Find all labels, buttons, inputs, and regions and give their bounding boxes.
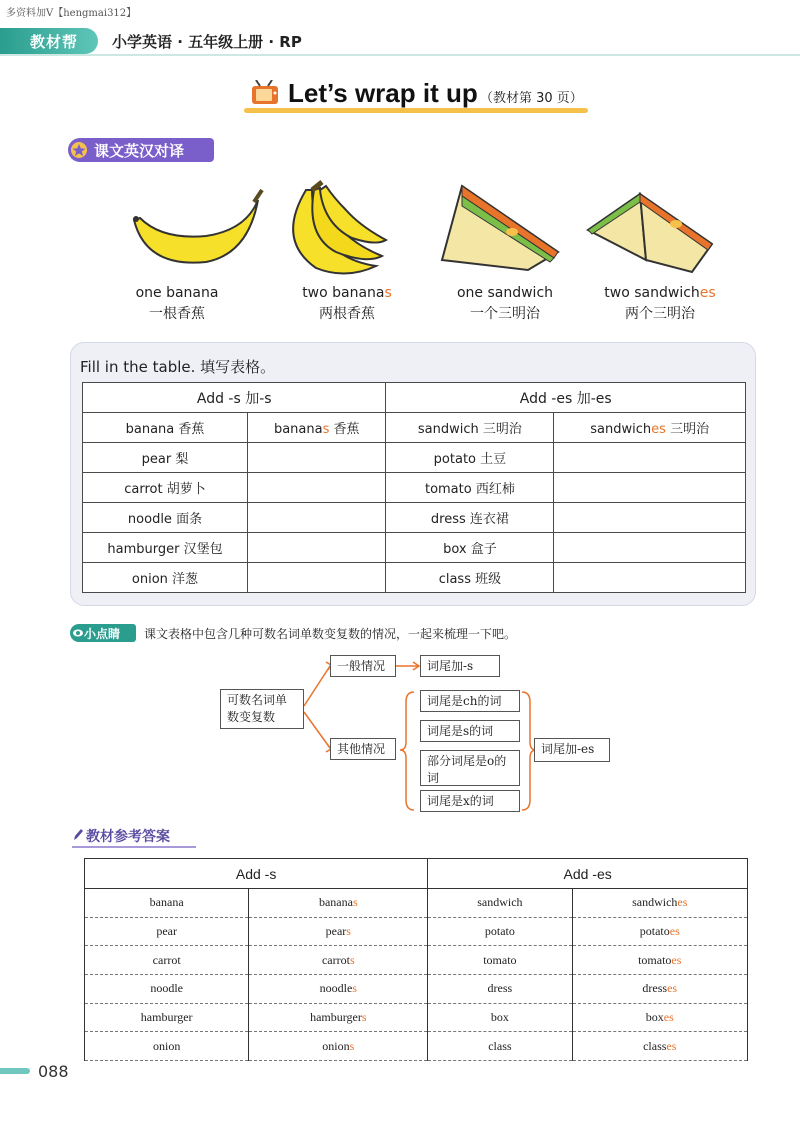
plural-suffix: es bbox=[669, 924, 680, 939]
caption-zh: 两个三明治 bbox=[625, 306, 695, 322]
plural-suffix: s bbox=[361, 1010, 367, 1025]
plural-base: class bbox=[643, 1038, 667, 1053]
plural-base: banana bbox=[318, 895, 353, 910]
answer-singular: hamburger bbox=[85, 1003, 249, 1032]
plural-base: onion bbox=[322, 1038, 350, 1053]
plural-base: hamburger bbox=[310, 1010, 362, 1025]
flow-case: 词尾是x的词 bbox=[420, 790, 520, 812]
header-add-s: Add -s bbox=[85, 859, 428, 889]
plural-suffix: es bbox=[651, 422, 666, 437]
answers-label: 教材参考答案 bbox=[86, 829, 170, 845]
answer-singular: banana bbox=[85, 889, 249, 918]
caption-en: one sandwich bbox=[456, 285, 554, 301]
book-subtitle: 小学英语 · 五年级上册 · RP bbox=[112, 33, 302, 51]
table-row bbox=[85, 1003, 748, 1032]
header-add-es: Add -es 加-es bbox=[386, 383, 746, 413]
s-word: noodle 面条 bbox=[83, 503, 248, 533]
answers-tag bbox=[74, 826, 170, 846]
answer-singular: potato bbox=[428, 917, 572, 946]
s-word: pear 梨 bbox=[83, 443, 248, 473]
section-label: 课文英汉对译 bbox=[94, 142, 185, 160]
flow-other-rule: 词尾加-es bbox=[534, 738, 610, 762]
caption-suffix: s bbox=[384, 285, 392, 301]
table-row bbox=[85, 946, 748, 975]
plural-base: sandwich bbox=[590, 422, 652, 437]
answer-plural bbox=[249, 975, 428, 1004]
answer-singular: onion bbox=[85, 1032, 249, 1061]
header-add-es: Add -es bbox=[428, 859, 748, 889]
answer-plural bbox=[249, 1032, 428, 1061]
flow-case: 词尾是ch的词 bbox=[420, 690, 520, 712]
plural-suffix: s bbox=[349, 1038, 355, 1053]
table-row bbox=[85, 975, 748, 1004]
flow-general-rule: 词尾加-s bbox=[420, 655, 500, 677]
plural-suffix: s bbox=[322, 422, 330, 437]
caption-en: two sandwich bbox=[604, 285, 700, 301]
caption-zh: 两根香蕉 bbox=[319, 306, 375, 322]
page-number: 088 bbox=[38, 1062, 69, 1081]
tip-label: 小点睛 bbox=[84, 627, 121, 641]
plural-base: sandwich bbox=[632, 895, 678, 910]
answer-plural bbox=[249, 1003, 428, 1032]
answer-singular: pear bbox=[85, 917, 249, 946]
watermark: 多资料加V【hengmai312】 bbox=[6, 8, 137, 19]
answer-singular: noodle bbox=[85, 975, 249, 1004]
es-word: class 班级 bbox=[386, 563, 554, 593]
plural-base: dress bbox=[642, 981, 668, 996]
header-add-s: Add -s 加-s bbox=[83, 383, 386, 413]
es-word: tomato 西红柿 bbox=[386, 473, 554, 503]
flow-root: 可数名词单数变复数 bbox=[220, 689, 304, 729]
table-row bbox=[85, 917, 748, 946]
lesson-title: Let’s wrap it up bbox=[288, 78, 478, 108]
plural-zh: 香蕉 bbox=[329, 422, 360, 437]
plural-suffix: es bbox=[667, 981, 678, 996]
pencil-icon bbox=[72, 828, 84, 842]
plural-suffix: es bbox=[663, 1010, 674, 1025]
flow-general: 一般情况 bbox=[330, 655, 396, 677]
plural-suffix: es bbox=[677, 895, 688, 910]
answer-plural bbox=[572, 889, 747, 918]
plural-base: banana bbox=[273, 422, 323, 437]
brand-label: 教材帮 bbox=[30, 33, 79, 51]
answer-plural bbox=[572, 1003, 747, 1032]
table-header-row bbox=[85, 859, 748, 889]
answer-singular: box bbox=[428, 1003, 572, 1032]
plural-suffix: es bbox=[671, 952, 682, 967]
plural-base: tomato bbox=[638, 952, 672, 967]
flow-case: 词尾是s的词 bbox=[420, 720, 520, 742]
table-row bbox=[85, 1032, 748, 1061]
caption-zh: 一根香蕉 bbox=[149, 306, 205, 322]
answer-plural bbox=[572, 1032, 747, 1061]
caption-suffix: es bbox=[699, 285, 716, 301]
answer-plural bbox=[572, 975, 747, 1004]
answer-singular: tomato bbox=[428, 946, 572, 975]
plural-suffix: s bbox=[346, 924, 351, 939]
answer-singular: dress bbox=[428, 975, 572, 1004]
answer-table bbox=[84, 858, 748, 1061]
table-row bbox=[85, 889, 748, 918]
plural-suffix: s bbox=[352, 981, 357, 996]
answer-singular: sandwich bbox=[428, 889, 572, 918]
plural-base: potato bbox=[639, 924, 670, 939]
flow-other: 其他情况 bbox=[330, 738, 396, 760]
caption-zh: 一个三明治 bbox=[470, 306, 540, 322]
plural-base: noodle bbox=[319, 981, 353, 996]
answer-singular: class bbox=[428, 1032, 572, 1061]
es-word: box 盒子 bbox=[386, 533, 554, 563]
answer-plural bbox=[249, 946, 428, 975]
plural-zh: 三明治 bbox=[665, 422, 710, 437]
exercise-instruction: Fill in the table. 填写表格。 bbox=[80, 358, 276, 376]
page-number-bar bbox=[0, 1068, 30, 1074]
answer-plural bbox=[249, 917, 428, 946]
answer-plural bbox=[572, 946, 747, 975]
plural-suffix: s bbox=[352, 895, 358, 910]
plural-base: pear bbox=[325, 924, 347, 939]
s-word: banana 香蕉 bbox=[83, 413, 248, 443]
answers-tag-underline bbox=[72, 846, 196, 848]
page-reference: （教材第 30 页） bbox=[480, 91, 583, 106]
plural-base: carrot bbox=[321, 952, 350, 967]
es-word: sandwich 三明治 bbox=[386, 413, 554, 443]
plural-suffix: es bbox=[666, 1038, 677, 1053]
s-word: onion 洋葱 bbox=[83, 563, 248, 593]
answer-plural bbox=[572, 917, 747, 946]
plural-suffix: s bbox=[349, 952, 355, 967]
es-word: dress 连衣裙 bbox=[386, 503, 554, 533]
flow-case: 部分词尾是o的词 bbox=[420, 750, 520, 786]
tip-text: 课文表格中包含几种可数名词单数变复数的情况，一起来梳理一下吧。 bbox=[144, 627, 517, 641]
answer-singular: carrot bbox=[85, 946, 249, 975]
es-word: potato 土豆 bbox=[386, 443, 554, 473]
s-word: carrot 胡萝卜 bbox=[83, 473, 248, 503]
s-word: hamburger 汉堡包 bbox=[83, 533, 248, 563]
caption-en: two banana bbox=[302, 285, 385, 301]
caption-en: one banana bbox=[135, 285, 219, 301]
answer-plural bbox=[249, 889, 428, 918]
plural-base: box bbox=[645, 1010, 664, 1025]
